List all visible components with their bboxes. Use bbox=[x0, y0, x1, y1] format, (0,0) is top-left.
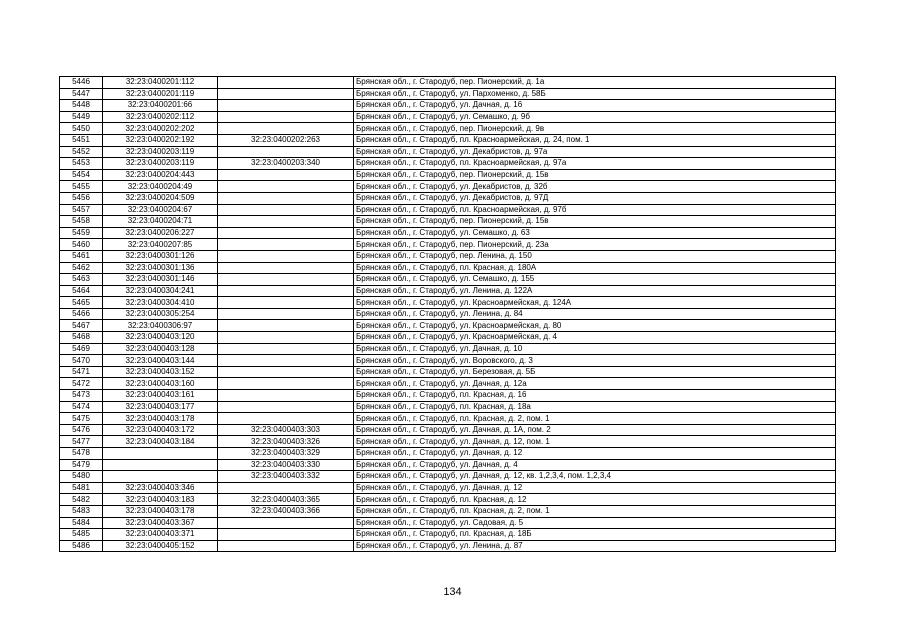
new-cadastral-number-cell: 32:23:0400403:330 bbox=[218, 459, 354, 471]
new-cadastral-number-cell bbox=[218, 227, 354, 239]
row-number-cell: 5482 bbox=[60, 494, 103, 506]
cadastral-number-cell: 32:23:0400403:346 bbox=[103, 482, 218, 494]
cadastral-number-cell: 32:23:0400403:120 bbox=[103, 332, 218, 344]
table-row bbox=[60, 274, 836, 286]
table-row bbox=[60, 343, 836, 355]
row-number-cell: 5480 bbox=[60, 471, 103, 483]
cadastral-number-cell: 32:23:0400204:71 bbox=[103, 216, 218, 228]
table-row bbox=[60, 529, 836, 541]
cadastral-number-cell: 32:23:0400403:183 bbox=[103, 494, 218, 506]
new-cadastral-number-cell bbox=[218, 482, 354, 494]
new-cadastral-number-cell bbox=[218, 378, 354, 390]
row-number-cell: 5471 bbox=[60, 366, 103, 378]
new-cadastral-number-cell: 32:23:0400403:329 bbox=[218, 448, 354, 460]
cadastral-number-cell: 32:23:0400204:49 bbox=[103, 181, 218, 193]
new-cadastral-number-cell bbox=[218, 413, 354, 425]
address-cell: Брянская обл., г. Стародуб, пер. Пионерский, д. 1а bbox=[354, 77, 836, 89]
new-cadastral-number-cell: 32:23:0400403:303 bbox=[218, 424, 354, 436]
address-cell: Брянская обл., г. Стародуб, пл. Красная, д. 16 bbox=[354, 390, 836, 402]
address-cell: Брянская обл., г. Стародуб, ул. Красноармейская, д. 4 bbox=[354, 332, 836, 344]
new-cadastral-number-cell bbox=[218, 239, 354, 251]
row-number-cell: 5483 bbox=[60, 505, 103, 517]
address-cell: Брянская обл., г. Стародуб, ул. Дачная, д. 16 bbox=[354, 100, 836, 112]
new-cadastral-number-cell bbox=[218, 297, 354, 309]
new-cadastral-number-cell bbox=[218, 366, 354, 378]
row-number-cell: 5478 bbox=[60, 448, 103, 460]
cadastral-number-cell: 32:23:0400403:128 bbox=[103, 343, 218, 355]
new-cadastral-number-cell bbox=[218, 216, 354, 228]
address-cell: Брянская обл., г. Стародуб, ул. Дачная, д. 12 bbox=[354, 448, 836, 460]
cadastral-number-cell: 32:23:0400403:172 bbox=[103, 424, 218, 436]
row-number-cell: 5456 bbox=[60, 192, 103, 204]
cadastral-number-cell: 32:23:0400202:112 bbox=[103, 111, 218, 123]
address-cell: Брянская обл., г. Стародуб, ул. Декабристов, д. 97Д bbox=[354, 192, 836, 204]
table-row bbox=[60, 100, 836, 112]
new-cadastral-number-cell: 32:23:0400202:263 bbox=[218, 134, 354, 146]
row-number-cell: 5453 bbox=[60, 158, 103, 170]
table-row bbox=[60, 181, 836, 193]
new-cadastral-number-cell bbox=[218, 285, 354, 297]
cadastral-number-cell: 32:23:0400202:192 bbox=[103, 134, 218, 146]
cadastral-number-cell: 32:23:0400301:146 bbox=[103, 274, 218, 286]
cadastral-number-cell: 32:23:0400203:119 bbox=[103, 146, 218, 158]
cadastral-number-cell bbox=[103, 459, 218, 471]
address-cell: Брянская обл., г. Стародуб, ул. Дачная, д. 12а bbox=[354, 378, 836, 390]
table-row bbox=[60, 424, 836, 436]
cadastral-number-cell: 32:23:0400207:85 bbox=[103, 239, 218, 251]
new-cadastral-number-cell bbox=[218, 181, 354, 193]
address-cell: Брянская обл., г. Стародуб, пл. Красная, д. 18а bbox=[354, 401, 836, 413]
row-number-cell: 5486 bbox=[60, 540, 103, 552]
cadastral-number-cell: 32:23:0400301:136 bbox=[103, 262, 218, 274]
row-number-cell: 5474 bbox=[60, 401, 103, 413]
new-cadastral-number-cell: 32:23:0400403:366 bbox=[218, 505, 354, 517]
table-row bbox=[60, 401, 836, 413]
row-number-cell: 5463 bbox=[60, 274, 103, 286]
address-cell: Брянская обл., г. Стародуб, пл. Красноармейская, д. 97а bbox=[354, 158, 836, 170]
table-row bbox=[60, 204, 836, 216]
table-row bbox=[60, 366, 836, 378]
address-cell: Брянская обл., г. Стародуб, ул. Дачная, д. 1А, пом. 2 bbox=[354, 424, 836, 436]
row-number-cell: 5446 bbox=[60, 77, 103, 89]
new-cadastral-number-cell: 32:23:0400403:365 bbox=[218, 494, 354, 506]
address-cell: Брянская обл., г. Стародуб, ул. Ленина, д. 87 bbox=[354, 540, 836, 552]
row-number-cell: 5455 bbox=[60, 181, 103, 193]
cadastral-number-cell: 32:23:0400204:509 bbox=[103, 192, 218, 204]
table-row bbox=[60, 88, 836, 100]
page-number: 134 bbox=[443, 586, 462, 598]
address-cell: Брянская обл., г. Стародуб, ул. Ленина, д. 84 bbox=[354, 308, 836, 320]
cadastral-number-cell: 32:23:0400304:241 bbox=[103, 285, 218, 297]
row-number-cell: 5479 bbox=[60, 459, 103, 471]
row-number-cell: 5466 bbox=[60, 308, 103, 320]
address-cell: Брянская обл., г. Стародуб, ул. Садовая, д. 5 bbox=[354, 517, 836, 529]
row-number-cell: 5481 bbox=[60, 482, 103, 494]
address-cell: Брянская обл., г. Стародуб, ул. Красноармейская, д. 124А bbox=[354, 297, 836, 309]
new-cadastral-number-cell bbox=[218, 517, 354, 529]
cadastral-number-cell: 32:23:0400206:227 bbox=[103, 227, 218, 239]
cadastral-number-cell: 32:23:0400403:144 bbox=[103, 355, 218, 367]
table-row bbox=[60, 505, 836, 517]
new-cadastral-number-cell bbox=[218, 343, 354, 355]
table-row bbox=[60, 482, 836, 494]
table-row bbox=[60, 540, 836, 552]
cadastral-number-cell: 32:23:0400201:112 bbox=[103, 77, 218, 89]
new-cadastral-number-cell: 32:23:0400403:332 bbox=[218, 471, 354, 483]
address-cell: Брянская обл., г. Стародуб, пл. Красная, д. 180А bbox=[354, 262, 836, 274]
new-cadastral-number-cell: 32:23:0400203:340 bbox=[218, 158, 354, 170]
new-cadastral-number-cell bbox=[218, 250, 354, 262]
table-row bbox=[60, 390, 836, 402]
address-cell: Брянская обл., г. Стародуб, ул. Ленина, д. 122А bbox=[354, 285, 836, 297]
row-number-cell: 5459 bbox=[60, 227, 103, 239]
table-row bbox=[60, 494, 836, 506]
address-cell: Брянская обл., г. Стародуб, ул. Пархоменко, д. 58Б bbox=[354, 88, 836, 100]
address-cell: Брянская обл., г. Стародуб, пл. Красная, д. 2, пом. 1 bbox=[354, 505, 836, 517]
table-row bbox=[60, 517, 836, 529]
address-cell: Брянская обл., г. Стародуб, ул. Семашко, д. 9б bbox=[354, 111, 836, 123]
row-number-cell: 5449 bbox=[60, 111, 103, 123]
new-cadastral-number-cell bbox=[218, 88, 354, 100]
table-row bbox=[60, 413, 836, 425]
cadastral-number-cell: 32:23:0400201:66 bbox=[103, 100, 218, 112]
new-cadastral-number-cell bbox=[218, 540, 354, 552]
address-cell: Брянская обл., г. Стародуб, пер. Пионерский, д. 15в bbox=[354, 169, 836, 181]
new-cadastral-number-cell bbox=[218, 111, 354, 123]
new-cadastral-number-cell bbox=[218, 192, 354, 204]
address-cell: Брянская обл., г. Стародуб, ул. Дачная, д. 12, кв. 1,2,3,4, пом. 1,2,3,4 bbox=[354, 471, 836, 483]
cadastral-number-cell bbox=[103, 448, 218, 460]
table-row bbox=[60, 320, 836, 332]
table-row bbox=[60, 134, 836, 146]
row-number-cell: 5473 bbox=[60, 390, 103, 402]
table-row bbox=[60, 436, 836, 448]
address-cell: Брянская обл., г. Стародуб, пер. Пионерский, д. 23а bbox=[354, 239, 836, 251]
new-cadastral-number-cell bbox=[218, 308, 354, 320]
row-number-cell: 5484 bbox=[60, 517, 103, 529]
address-cell: Брянская обл., г. Стародуб, пер. Ленина, д. 150 bbox=[354, 250, 836, 262]
address-cell: Брянская обл., г. Стародуб, ул. Декабристов, д. 32б bbox=[354, 181, 836, 193]
row-number-cell: 5472 bbox=[60, 378, 103, 390]
cadastral-number-cell: 32:23:0400305:254 bbox=[103, 308, 218, 320]
new-cadastral-number-cell bbox=[218, 529, 354, 541]
cadastral-number-cell: 32:23:0400403:178 bbox=[103, 505, 218, 517]
new-cadastral-number-cell bbox=[218, 390, 354, 402]
table-row bbox=[60, 123, 836, 135]
address-cell: Брянская обл., г. Стародуб, пл. Красная, д. 2, пом. 1 bbox=[354, 413, 836, 425]
cadastral-number-cell: 32:23:0400202:202 bbox=[103, 123, 218, 135]
row-number-cell: 5457 bbox=[60, 204, 103, 216]
address-cell: Брянская обл., г. Стародуб, пл. Красноармейская, д. 97б bbox=[354, 204, 836, 216]
row-number-cell: 5464 bbox=[60, 285, 103, 297]
address-cell: Брянская обл., г. Стародуб, ул. Дачная, д. 4 bbox=[354, 459, 836, 471]
row-number-cell: 5469 bbox=[60, 343, 103, 355]
cadastral-number-cell: 32:23:0400301:126 bbox=[103, 250, 218, 262]
new-cadastral-number-cell bbox=[218, 204, 354, 216]
new-cadastral-number-cell bbox=[218, 77, 354, 89]
table-row bbox=[60, 285, 836, 297]
new-cadastral-number-cell bbox=[218, 320, 354, 332]
cadastral-number-cell: 32:23:0400403:184 bbox=[103, 436, 218, 448]
cadastral-number-cell: 32:23:0400306:97 bbox=[103, 320, 218, 332]
table-row bbox=[60, 146, 836, 158]
cadastral-number-cell: 32:23:0400403:161 bbox=[103, 390, 218, 402]
row-number-cell: 5452 bbox=[60, 146, 103, 158]
row-number-cell: 5462 bbox=[60, 262, 103, 274]
address-cell: Брянская обл., г. Стародуб, ул. Семашко, д. 63 bbox=[354, 227, 836, 239]
table-row bbox=[60, 169, 836, 181]
table-row bbox=[60, 471, 836, 483]
table-row bbox=[60, 239, 836, 251]
row-number-cell: 5448 bbox=[60, 100, 103, 112]
cadastral-number-cell: 32:23:0400403:178 bbox=[103, 413, 218, 425]
address-cell: Брянская обл., г. Стародуб, ул. Декабристов, д. 97а bbox=[354, 146, 836, 158]
row-number-cell: 5465 bbox=[60, 297, 103, 309]
cadastral-number-cell: 32:23:0400403:177 bbox=[103, 401, 218, 413]
row-number-cell: 5450 bbox=[60, 123, 103, 135]
cadastral-number-cell: 32:23:0400204:67 bbox=[103, 204, 218, 216]
address-cell: Брянская обл., г. Стародуб, ул. Дачная, д. 10 bbox=[354, 343, 836, 355]
row-number-cell: 5470 bbox=[60, 355, 103, 367]
address-cell: Брянская обл., г. Стародуб, ул. Воровского, д. 3 bbox=[354, 355, 836, 367]
new-cadastral-number-cell bbox=[218, 274, 354, 286]
row-number-cell: 5447 bbox=[60, 88, 103, 100]
address-cell: Брянская обл., г. Стародуб, пер. Пионерский, д. 9в bbox=[354, 123, 836, 135]
table-row bbox=[60, 332, 836, 344]
new-cadastral-number-cell bbox=[218, 123, 354, 135]
table-row bbox=[60, 227, 836, 239]
row-number-cell: 5461 bbox=[60, 250, 103, 262]
cadastral-number-cell: 32:23:0400403:160 bbox=[103, 378, 218, 390]
table-row bbox=[60, 378, 836, 390]
new-cadastral-number-cell bbox=[218, 100, 354, 112]
table-row bbox=[60, 448, 836, 460]
new-cadastral-number-cell bbox=[218, 169, 354, 181]
new-cadastral-number-cell bbox=[218, 401, 354, 413]
row-number-cell: 5475 bbox=[60, 413, 103, 425]
row-number-cell: 5477 bbox=[60, 436, 103, 448]
row-number-cell: 5467 bbox=[60, 320, 103, 332]
new-cadastral-number-cell: 32:23:0400403:326 bbox=[218, 436, 354, 448]
table-row bbox=[60, 192, 836, 204]
table-row bbox=[60, 355, 836, 367]
row-number-cell: 5454 bbox=[60, 169, 103, 181]
row-number-cell: 5468 bbox=[60, 332, 103, 344]
cadastral-number-cell: 32:23:0400403:367 bbox=[103, 517, 218, 529]
address-cell: Брянская обл., г. Стародуб, ул. Семашко, д. 155 bbox=[354, 274, 836, 286]
table-row bbox=[60, 216, 836, 228]
address-cell: Брянская обл., г. Стародуб, ул. Красноармейская, д. 80 bbox=[354, 320, 836, 332]
address-cell: Брянская обл., г. Стародуб, пл. Красная, д. 12 bbox=[354, 494, 836, 506]
cadastral-number-cell bbox=[103, 471, 218, 483]
address-cell: Брянская обл., г. Стародуб, ул. Дачная, д. 12, пом. 1 bbox=[354, 436, 836, 448]
address-cell: Брянская обл., г. Стародуб, пер. Пионерский, д. 15в bbox=[354, 216, 836, 228]
cadastral-number-cell: 32:23:0400405:152 bbox=[103, 540, 218, 552]
cadastral-number-cell: 32:23:0400204:443 bbox=[103, 169, 218, 181]
cadastral-number-cell: 32:23:0400403:152 bbox=[103, 366, 218, 378]
property-table bbox=[59, 76, 836, 552]
table-row bbox=[60, 111, 836, 123]
address-cell: Брянская обл., г. Стародуб, ул. Березовая, д. 5Б bbox=[354, 366, 836, 378]
address-cell: Брянская обл., г. Стародуб, ул. Дачная, д. 12 bbox=[354, 482, 836, 494]
row-number-cell: 5458 bbox=[60, 216, 103, 228]
new-cadastral-number-cell bbox=[218, 262, 354, 274]
address-cell: Брянская обл., г. Стародуб, пл. Красноармейская, д. 24, пом. 1 bbox=[354, 134, 836, 146]
cadastral-number-cell: 32:23:0400203:119 bbox=[103, 158, 218, 170]
address-cell: Брянская обл., г. Стародуб, пл. Красная, д. 18Б bbox=[354, 529, 836, 541]
table-row bbox=[60, 297, 836, 309]
cadastral-number-cell: 32:23:0400403:371 bbox=[103, 529, 218, 541]
row-number-cell: 5460 bbox=[60, 239, 103, 251]
table-body bbox=[60, 77, 836, 552]
cadastral-number-cell: 32:23:0400201:119 bbox=[103, 88, 218, 100]
new-cadastral-number-cell bbox=[218, 355, 354, 367]
table-row bbox=[60, 308, 836, 320]
new-cadastral-number-cell bbox=[218, 146, 354, 158]
cadastral-number-cell: 32:23:0400304:410 bbox=[103, 297, 218, 309]
table-row bbox=[60, 250, 836, 262]
table-row bbox=[60, 77, 836, 89]
row-number-cell: 5485 bbox=[60, 529, 103, 541]
row-number-cell: 5451 bbox=[60, 134, 103, 146]
row-number-cell: 5476 bbox=[60, 424, 103, 436]
table-row bbox=[60, 158, 836, 170]
new-cadastral-number-cell bbox=[218, 332, 354, 344]
table-row bbox=[60, 262, 836, 274]
table-row bbox=[60, 459, 836, 471]
